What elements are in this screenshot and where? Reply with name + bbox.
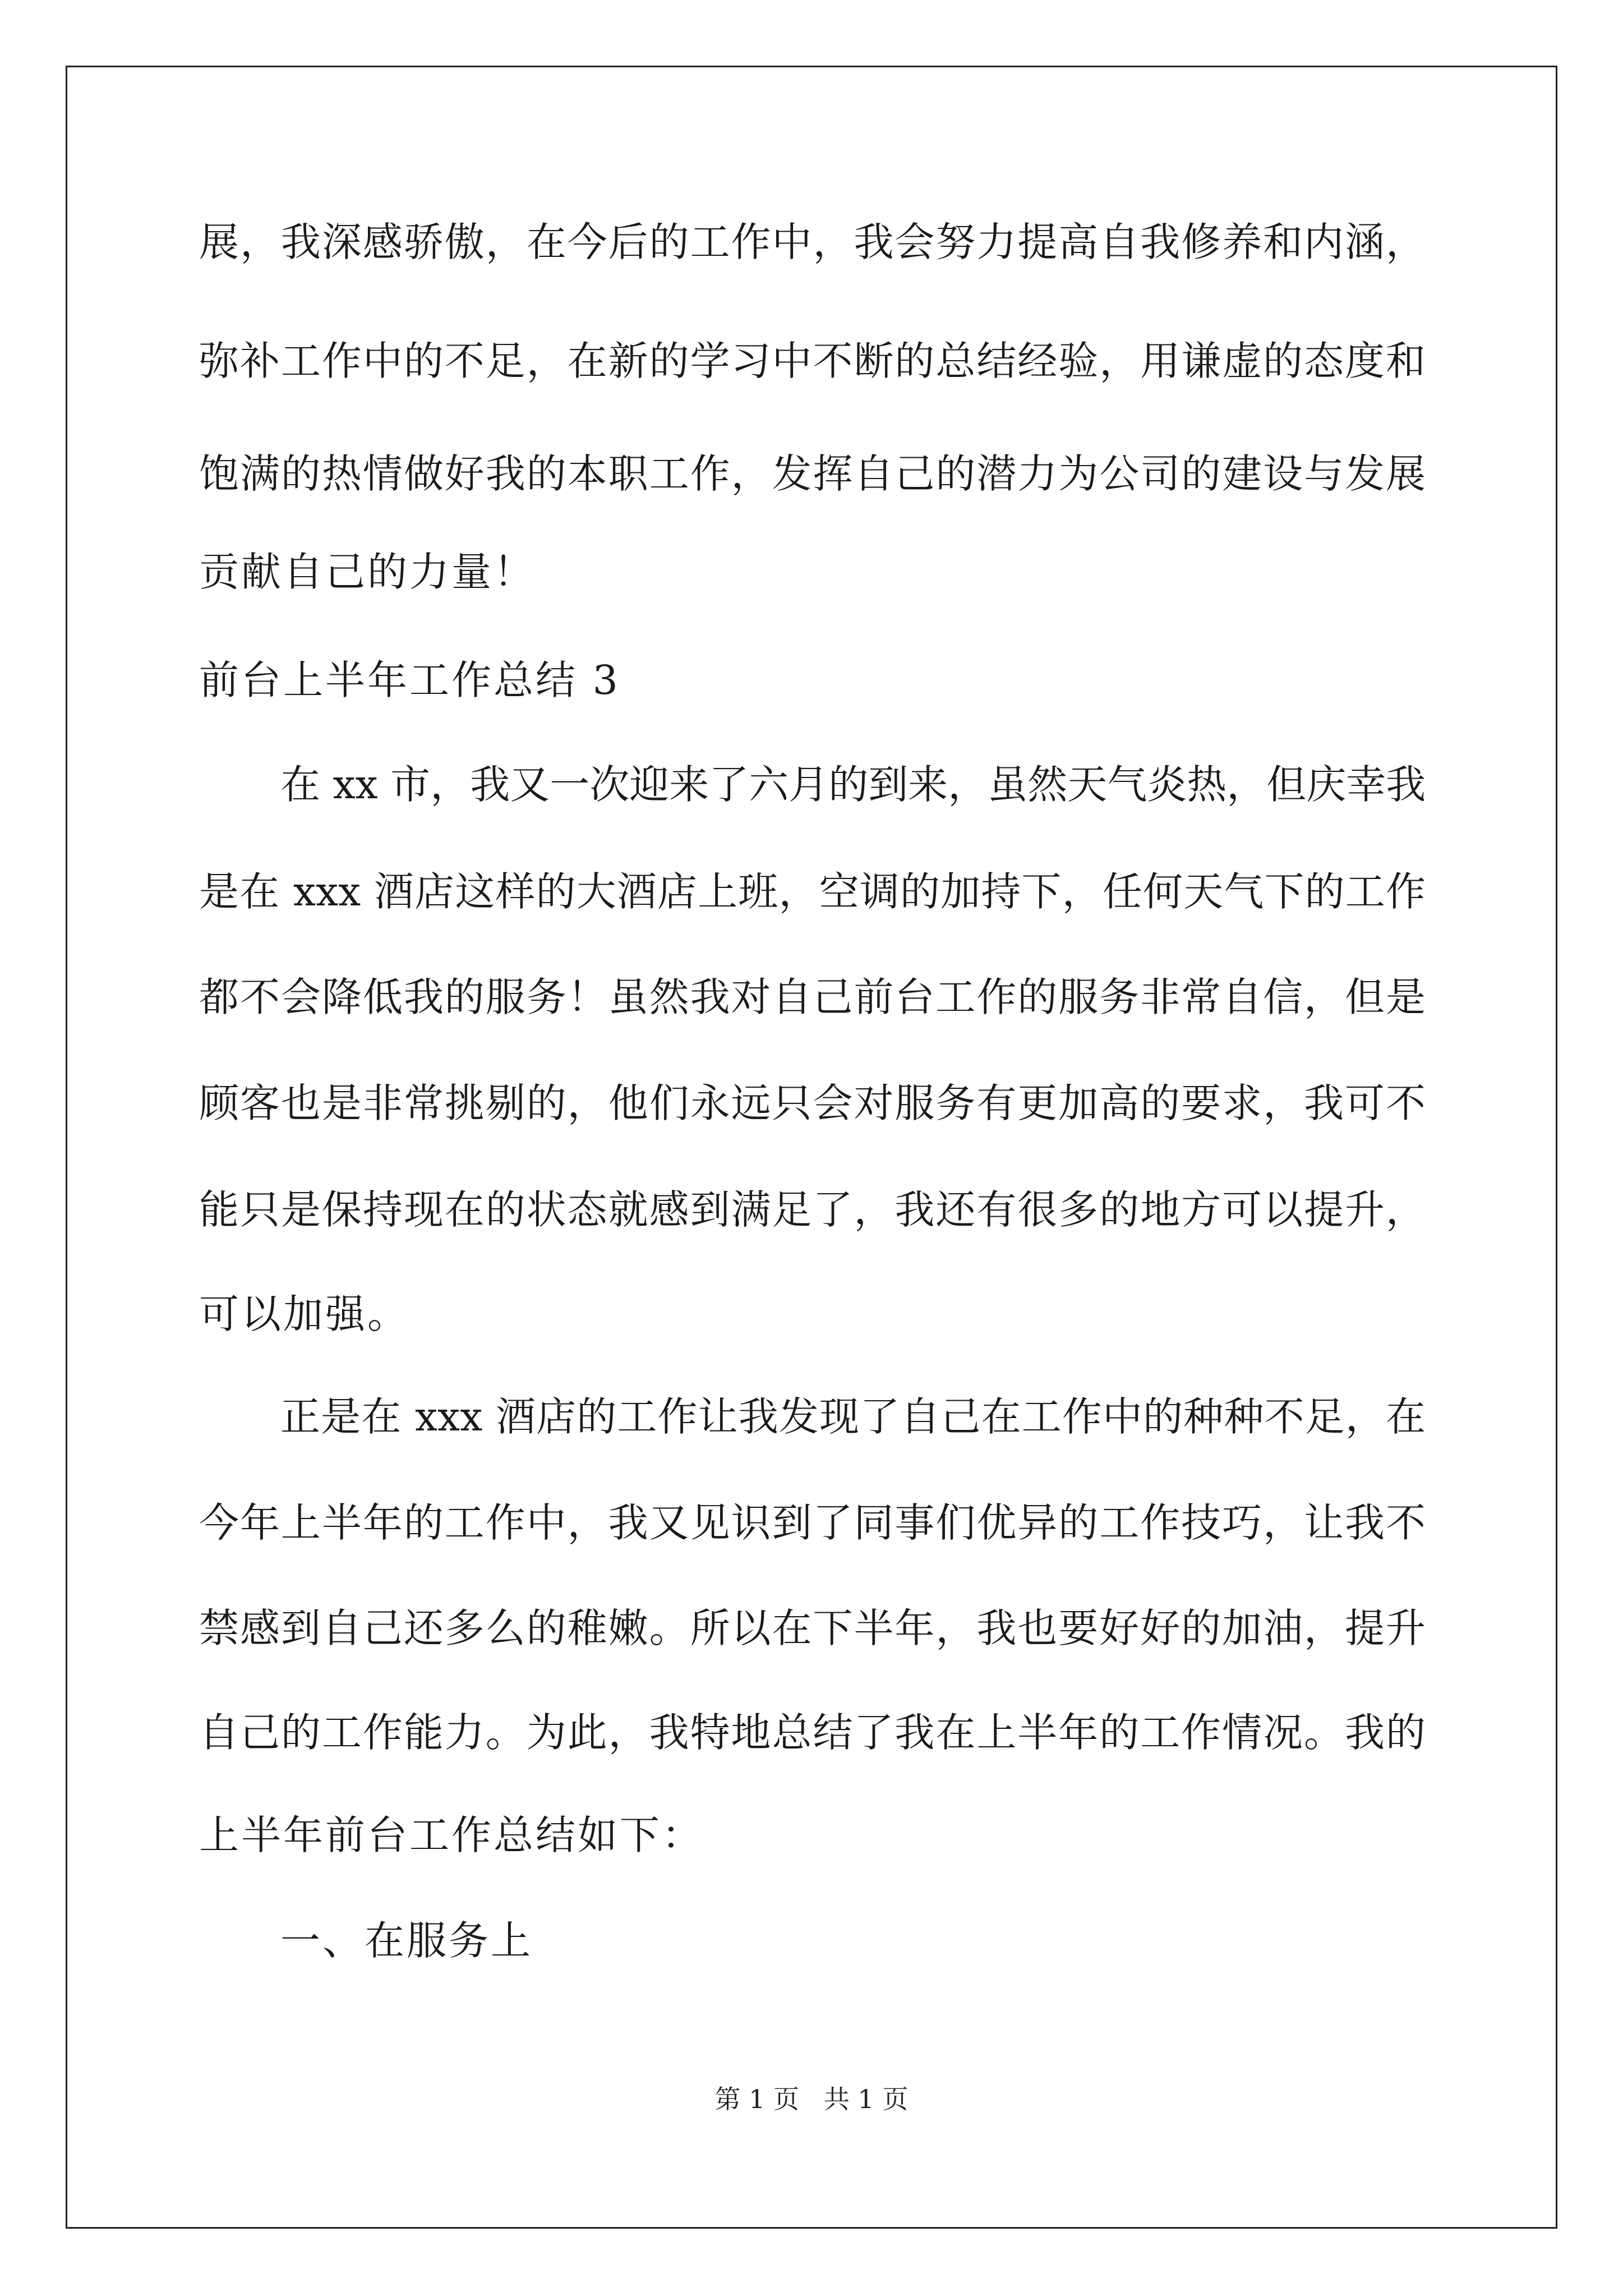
body-text-line: 一、在服务上 xyxy=(280,1917,533,1964)
body-text-line: 禁感到自己还多么的稚嫩。所以在下半年，我也要好好的加油，提升 xyxy=(199,1605,1426,1651)
body-text-line: 弥补工作中的不足，在新的学习中不断的总结经验，用谦虚的态度和 xyxy=(199,338,1426,384)
section-heading: 前台上半年工作总结 3 xyxy=(199,657,620,703)
page-border xyxy=(66,66,1557,2229)
body-text-line: 在 xx 市，我又一次迎来了六月的到来，虽然天气炎热，但庆幸我 xyxy=(280,761,1426,808)
body-text-line: 都不会降低我的服务！虽然我对自己前台工作的服务非常自信，但是 xyxy=(199,974,1426,1020)
body-text-line: 是在 xxx 酒店这样的大酒店上班，空调的加持下，任何天气下的工作 xyxy=(199,868,1426,915)
body-text-line: 贡献自己的力量！ xyxy=(199,549,536,595)
body-text-line: 今年上半年的工作中，我又见识到了同事们优异的工作技巧，让我不 xyxy=(199,1499,1426,1546)
body-text-line: 正是在 xxx 酒店的工作让我发现了自己在工作中的种种不足，在 xyxy=(280,1393,1426,1440)
body-text-line: 能只是保持现在的状态就感到满足了，我还有很多的地方可以提升， xyxy=(199,1186,1426,1233)
body-text-line: 自己的工作能力。为此，我特地总结了我在上半年的工作情况。我的 xyxy=(199,1709,1426,1756)
body-text-line: 可以加强。 xyxy=(199,1291,410,1337)
body-text-line: 展，我深感骄傲，在今后的工作中，我会努力提高自我修养和内涵， xyxy=(199,219,1426,265)
body-text-line: 顾客也是非常挑剔的，他们永远只会对服务有更加高的要求，我可不 xyxy=(199,1080,1426,1126)
page-number-footer: 第 1 页 共 1 页 xyxy=(714,2084,909,2114)
body-text-line: 饱满的热情做好我的本职工作，发挥自己的潜力为公司的建设与发展 xyxy=(199,450,1426,497)
body-text-line: 上半年前台工作总结如下： xyxy=(199,1812,704,1858)
